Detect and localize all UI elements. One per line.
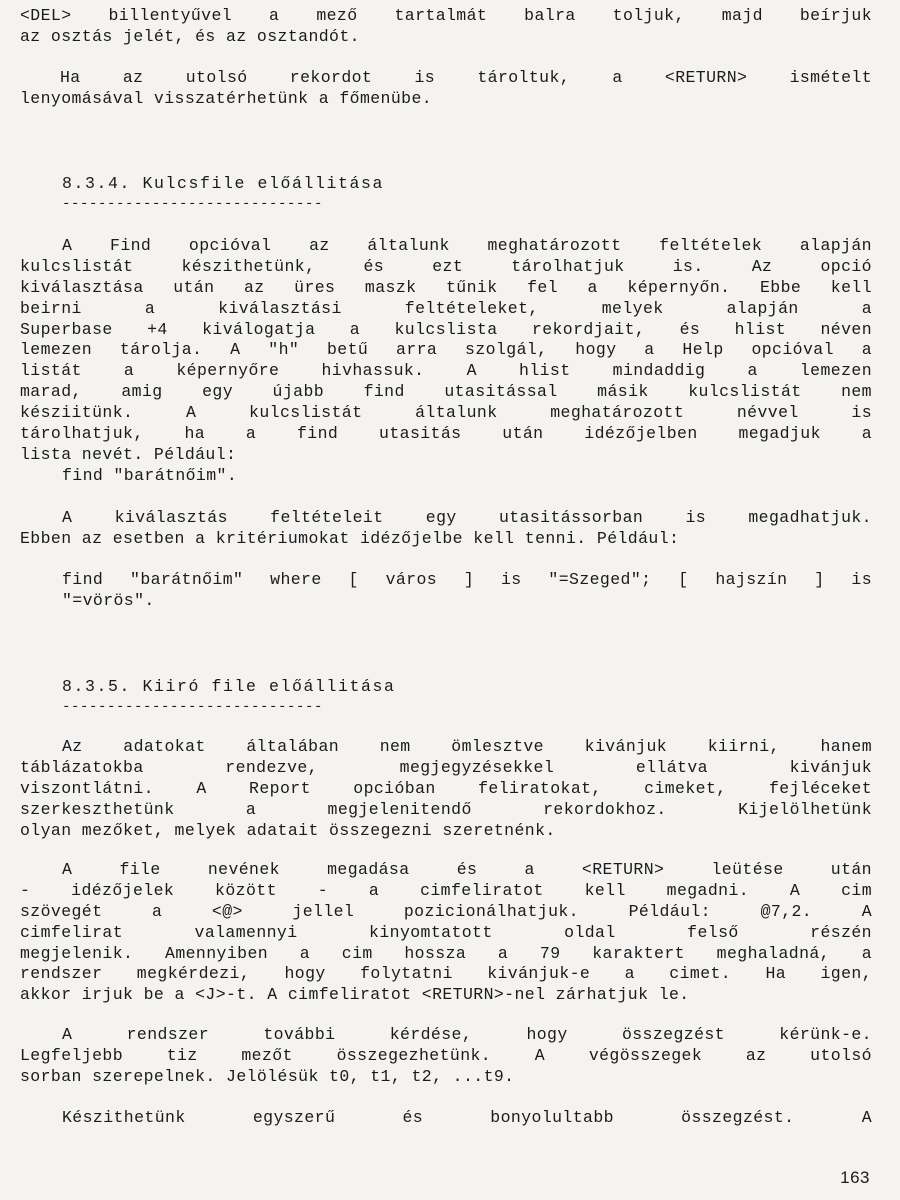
text-line: táblázatokba rendezve, megjegyzésekkel ellátva kivánjuk [20,757,872,777]
text-line: Ha az utolsó rekordot is tároltuk, a <RETURN> ismételt [60,68,872,87]
section-heading-835: 8.3.5. Kiiró file előállitása [62,677,396,696]
text-line: olyan mezőket, melyek adatait összegezni szeretnénk. [20,820,556,840]
example-find-simple: find "barátnőim". [62,465,238,485]
text-line: A rendszer további kérdése, hogy összegzést kérünk-e. [62,1025,872,1044]
text-line: A kiválasztás feltételeit egy utasitássorban is megadhatjuk. [62,508,872,527]
intro-paragraph-1 [20,6,872,48]
example-find-where-cont: "=vörös". [62,590,155,610]
text-line: Az adatokat általában nem ömlesztve kivánjuk kiirni, hanem [62,737,872,756]
text-line: Ebben az esetben a kritériumokat idézőjelbe kell tenni. Például: [20,528,680,548]
section-834-example-2 [20,570,872,612]
text-line: szövegét a <@> jellel pozicionálhatjuk. Például: @7,2. A [20,901,872,921]
section-835-paragraph-1 [20,737,872,841]
text-line: viszontlátni. A Report opcióban feliratokat, cimeket, fejléceket [20,778,872,798]
section-underline-834: ----------------------------- [62,196,324,212]
text-line: Készithetünk egyszerű és bonyolultabb összegzést. A [62,1108,872,1127]
section-834-paragraph-2 [20,508,872,550]
text-line: késziitünk. A kulcslistát általunk meghatározott névvel is [20,403,872,423]
section-heading-834: 8.3.4. Kulcsfile előállitása [62,174,385,193]
text-line: A file nevének megadása és a <RETURN> leütése után [62,860,872,879]
text-line: lista nevét. Például: [20,444,237,464]
text-line: listát a képernyőre hivhassuk. A hlist mindaddig a lemezen [20,361,872,381]
text-line: sorban szerepelnek. Jelölésük t0, t1, t2, ...t9. [20,1066,515,1086]
intro-paragraph-2 [20,68,872,110]
text-line: lemezen tárolja. A "h" betű arra szolgál, hogy a Help opcióval a [20,340,872,360]
text-line: szerkeszthetünk a megjelenitendő rekordokhoz. Kijelölhetünk [20,799,872,819]
section-835-paragraph-4 [20,1108,872,1129]
section-834-paragraph-1 [20,236,872,487]
text-line: rendszer megkérdezi, hogy folytatni kivánjuk-e a cimet. Ha igen, [20,964,872,984]
text-line: marad, amig egy újabb find utasitással másik kulcslistát nem [20,382,872,402]
text-line: Superbase +4 kiválogatja a kulcslista rekordjait, és hlist néven [20,319,872,339]
text-line: cimfelirat valamennyi kinyomtatott oldal felső részén [20,922,872,942]
text-line: tárolhatjuk, ha a find utasitás után idézőjelben megadjuk a [20,424,872,444]
section-underline-835: ----------------------------- [62,699,324,715]
text-line: kiválasztása után az üres maszk tűnik fel a képernyőn. Ebbe kell [20,277,872,297]
text-line: A Find opcióval az általunk meghatározott feltételek alapján [62,236,872,255]
text-line: az osztás jelét, és az osztandót. [20,26,360,46]
text-line: <DEL> billentyűvel a mező tartalmát balra toljuk, majd beírjuk [20,6,872,25]
text-line: megjelenik. Amennyiben a cim hossza a 79 karaktert meghaladná, a [20,943,872,963]
text-line: kulcslistát készithetünk, és ezt tárolhatjuk is. Az opció [20,256,872,276]
page-number: 163 [840,1168,870,1187]
section-835-paragraph-2 [20,860,872,1006]
section-835-paragraph-3 [20,1025,872,1088]
text-line: Legfeljebb tiz mezőt összegezhetünk. A végösszegek az utolsó [20,1045,872,1065]
text-line: akkor irjuk be a <J>-t. A cimfeliratot <RETURN>-nel zárhatjuk le. [20,985,690,1005]
text-line: beirni a kiválasztási feltételeket, melyek alapján a [20,298,872,318]
text-line: lenyomásával visszatérhetünk a főmenübe. [20,88,433,108]
example-find-where: find "barátnőim" where [ város ] is "=Szeged"; [ hajszín ] is [62,570,872,589]
text-line: - idézőjelek között - a cimfeliratot kell megadni. A cim [20,880,872,900]
